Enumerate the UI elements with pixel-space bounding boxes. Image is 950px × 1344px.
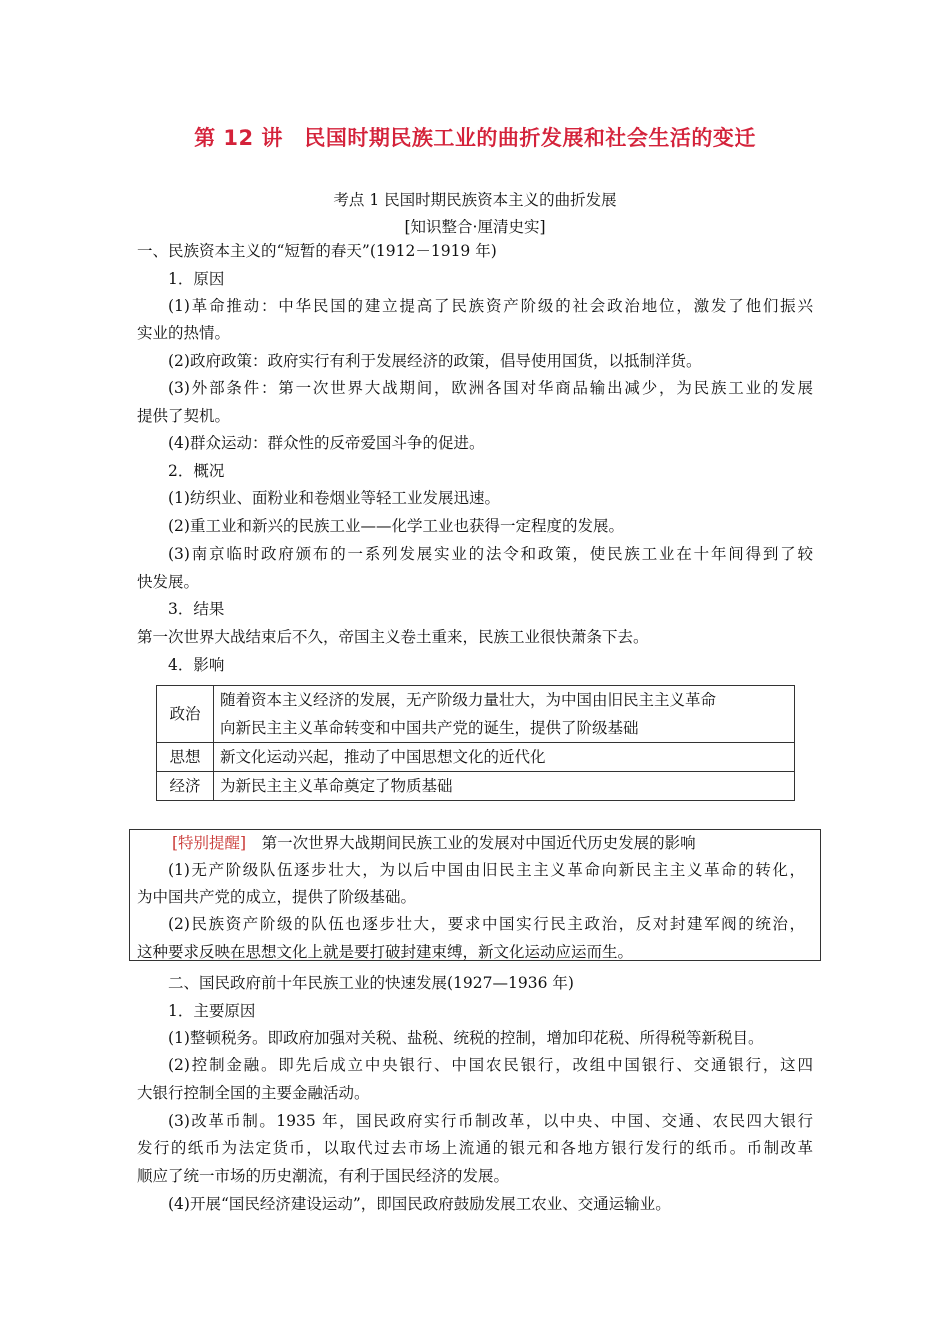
table-row xyxy=(157,686,795,743)
lesson-title: 第 12 讲 民国时期民族工业的曲折发展和社会生活的变迁 xyxy=(194,126,756,150)
table-row xyxy=(157,743,795,772)
impact-text: 新文化运动兴起，推动了中国思想文化的近代化 xyxy=(214,743,795,772)
cause-2: (2)政府政策：政府实行有利于发展经济的政策，倡导使用国货，以抵制洋货。 xyxy=(168,352,702,370)
reminder-point-1-cont: 为中国共产党的成立，提供了阶级基础。 xyxy=(137,888,417,906)
main-causes-heading: 1．主要原因 xyxy=(168,1002,256,1020)
impact-category: 政治 xyxy=(157,686,214,743)
overview-2: (2)重工业和新兴的民族工业——化学工业也获得一定程度的发展。 xyxy=(168,517,624,535)
main-cause-2-cont: 大银行控制全国的主要金融活动。 xyxy=(137,1084,370,1102)
section2-heading: 二、国民政府前十年民族工业的快速发展(1927—1936 年) xyxy=(168,974,574,992)
impact-heading: 4．影响 xyxy=(168,656,225,674)
impact-text: 为新民主主义革命奠定了物质基础 xyxy=(214,772,795,801)
main-cause-3: (3)改革币制。1935 年，国民政府实行币制改革，以中央、中国、交通、农民四大银行 xyxy=(168,1112,813,1130)
reminder-heading xyxy=(172,833,848,853)
impact-text xyxy=(214,686,795,743)
cause-1-cont: 实业的热情。 xyxy=(137,324,231,342)
main-cause-4: (4)开展“国民经济建设运动”，即国民政府鼓励发展工农业、交通运输业。 xyxy=(168,1195,671,1213)
cause-1: (1)革命推动：中华民国的建立提高了民族资产阶级的社会政治地位，激发了他们振兴 xyxy=(168,297,813,315)
exam-point-heading: 考点 1 民国时期民族资本主义的曲折发展 xyxy=(333,191,617,209)
impact-category: 经济 xyxy=(157,772,214,801)
main-cause-3-cont: 发行的纸币为法定货币，以取代过去市场上流通的银元和各地方银行发行的纸币。币制改革 xyxy=(137,1139,813,1157)
overview-heading: 2．概况 xyxy=(168,462,225,480)
reminder-point-2-cont: 这种要求反映在思想文化上就是要打破封建束缚，新文化运动应运而生。 xyxy=(137,943,634,961)
main-cause-3-cont2: 顺应了统一市场的历史潮流，有利于国民经济的发展。 xyxy=(137,1167,510,1185)
section1-heading: 一、民族资本主义的“短暂的春天”(1912－1919 年) xyxy=(137,242,497,260)
cause-3-cont: 提供了契机。 xyxy=(137,407,231,425)
impact-category: 思想 xyxy=(157,743,214,772)
causes-heading: 1．原因 xyxy=(168,270,225,288)
result-heading: 3．结果 xyxy=(168,600,225,618)
result-text: 第一次世界大战结束后不久，帝国主义卷土重来，民族工业很快萧条下去。 xyxy=(137,628,649,646)
overview-1: (1)纺织业、面粉业和卷烟业等轻工业发展迅速。 xyxy=(168,489,500,507)
table-row xyxy=(157,772,795,801)
impact-text-line: 向新民主主义革命转变和中国共产党的诞生，提供了阶级基础 xyxy=(220,719,639,737)
overview-3: (3)南京临时政府颁布的一系列发展实业的法令和政策，使民族工业在十年间得到了较 xyxy=(168,545,813,563)
reminder-point-2: (2)民族资产阶级的队伍也逐步壮大，要求中国实行民主政治，反对封建军阀的统治， xyxy=(168,915,805,933)
reminder-point-1: (1)无产阶级队伍逐步壮大，为以后中国由旧民主主义革命向新民主主义革命的转化， xyxy=(168,861,805,879)
overview-3-cont: 快发展。 xyxy=(137,573,200,591)
impact-text-line: 随着资本主义经济的发展，无产阶级力量壮大，为中国由旧民主主义革命 xyxy=(220,691,717,709)
cause-4: (4)群众运动：群众性的反帝爱国斗争的促进。 xyxy=(168,434,485,452)
main-cause-2: (2)控制金融。即先后成立中央银行、中国农民银行，改组中国银行、交通银行，这四 xyxy=(168,1056,813,1074)
impact-table xyxy=(156,685,795,801)
reminder-title: 第一次世界大战期间民族工业的发展对中国近代历史发展的影响 xyxy=(261,834,696,852)
reminder-tag: [特别提醒] xyxy=(172,834,247,852)
subheading: [知识整合·厘清史实] xyxy=(404,218,546,236)
main-cause-1: (1)整顿税务。即政府加强对关税、盐税、统税的控制，增加印花税、所得税等新税目。 xyxy=(168,1029,764,1047)
cause-3: (3)外部条件：第一次世界大战期间，欧洲各国对华商品输出减少，为民族工业的发展 xyxy=(168,379,813,397)
